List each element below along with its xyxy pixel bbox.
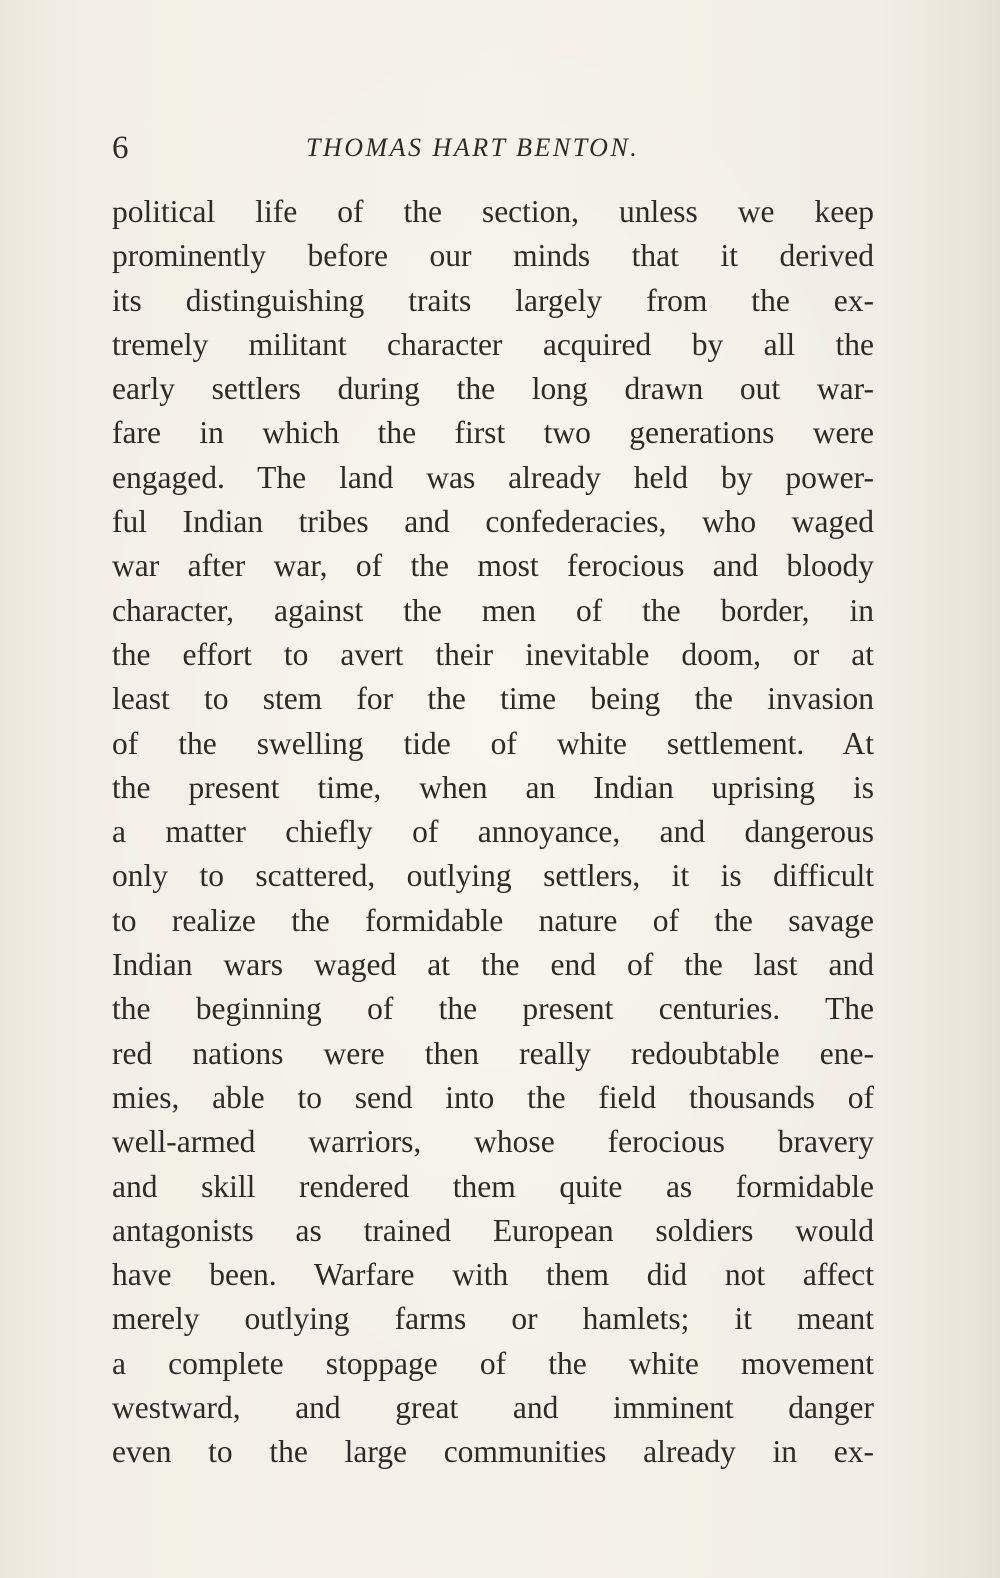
running-head: THOMAS HART BENTON.: [306, 133, 640, 162]
text-line: prominently before our minds that it derived: [112, 238, 874, 274]
text-line: least to stem for the time being the invasion: [112, 681, 874, 717]
text-line: antagonists as trained European soldiers would: [112, 1212, 874, 1248]
text-line: ful Indian tribes and confederacies, who waged: [112, 504, 874, 540]
text-line: fare in which the first two generations were: [112, 415, 874, 451]
page-number: 6: [112, 130, 129, 166]
body-text: [112, 190, 874, 1475]
text-line: to realize the formidable nature of the savage: [112, 902, 874, 938]
text-line: early settlers during the long drawn out war-: [112, 371, 874, 407]
page-header: [112, 128, 874, 168]
text-line: have been. Warfare with them did not affect: [112, 1257, 874, 1293]
text-line: well-armed warriors, whose ferocious bravery: [112, 1124, 874, 1160]
text-line: mies, able to send into the field thousands of: [112, 1079, 874, 1115]
text-line: war after war, of the most ferocious and bloody: [112, 548, 874, 584]
text-line: a matter chiefly of annoyance, and dangerous: [112, 814, 874, 850]
text-line: character, against the men of the border, in: [112, 592, 874, 628]
text-line: the effort to avert their inevitable doom, or at: [112, 636, 874, 672]
text-line: political life of the section, unless we keep: [112, 194, 874, 229]
text-line: Indian wars waged at the end of the last and: [112, 947, 874, 983]
text-line: tremely militant character acquired by all the: [112, 326, 874, 362]
text-line: its distinguishing traits largely from the ex-: [112, 282, 874, 318]
text-line: the beginning of the present centuries. The: [112, 991, 874, 1027]
text-line: even to the large communities already in ex-: [112, 1434, 874, 1470]
text-line: of the swelling tide of white settlement. At: [112, 725, 874, 761]
text-line: the present time, when an Indian uprising is: [112, 769, 874, 805]
text-line: and skill rendered them quite as formidable: [112, 1168, 874, 1204]
text-line: merely outlying farms or hamlets; it meant: [112, 1301, 874, 1337]
text-line: engaged. The land was already held by power-: [112, 459, 874, 495]
text-line: a complete stoppage of the white movement: [112, 1345, 874, 1381]
text-line: only to scattered, outlying settlers, it is difficult: [112, 858, 874, 894]
text-line: red nations were then really redoubtable ene-: [112, 1035, 874, 1071]
text-line: westward, and great and imminent danger: [112, 1390, 874, 1426]
